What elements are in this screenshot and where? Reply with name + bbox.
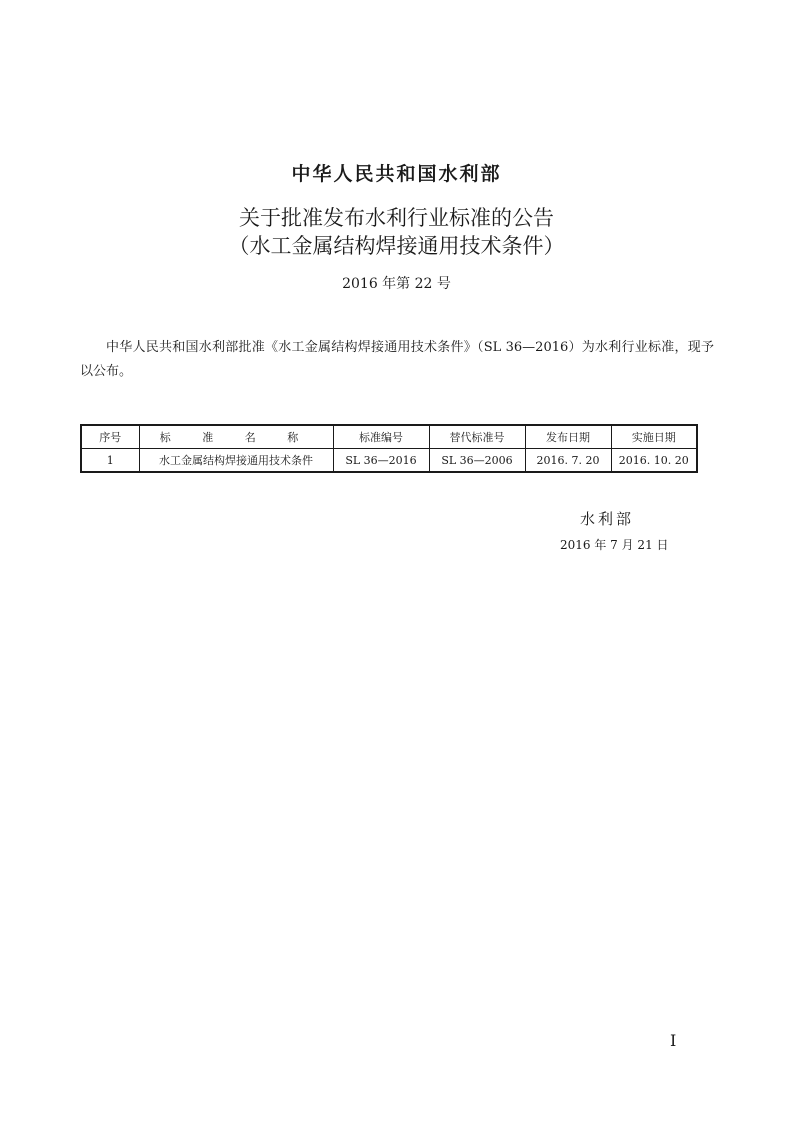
announcement-body: 中华人民共和国水利部批准《水工金属结构焊接通用技术条件》（SL 36—2016）为水利行业标准，现予以公布。 [80,340,714,379]
cell-standard-code: SL 36—2016 [333,449,429,473]
header-standard-name: 标 准 名 称 [139,425,333,449]
cell-effective-date: 2016. 10. 20 [611,449,697,473]
announcement-title-line1: 关于批准发布水利行业标准的公告 [239,206,554,230]
ministry-name: 中华人民共和国水利部 [291,163,502,185]
header-serial-number: 序号 [81,425,139,449]
table-row [81,449,697,473]
announcement-title-line2: （水工金属结构焊接通用技术条件） [228,234,565,258]
issue-date: 2016 年 7 月 21 日 [560,538,669,552]
cell-replaced-standard: SL 36—2006 [429,449,525,473]
standards-table [80,424,698,473]
page-number: I [670,1031,677,1050]
cell-publish-date: 2016. 7. 20 [525,449,611,473]
header-replaced-standard: 替代标准号 [429,425,525,449]
table-header-row [81,425,697,449]
issuer-name: 水利部 [580,510,635,528]
header-publish-date: 发布日期 [525,425,611,449]
header-effective-date: 实施日期 [611,425,697,449]
cell-serial-number: 1 [81,449,139,473]
document-number: 2016 年第 22 号 [342,276,451,292]
cell-standard-name: 水工金属结构焊接通用技术条件 [139,449,333,473]
header-standard-code: 标准编号 [333,425,429,449]
